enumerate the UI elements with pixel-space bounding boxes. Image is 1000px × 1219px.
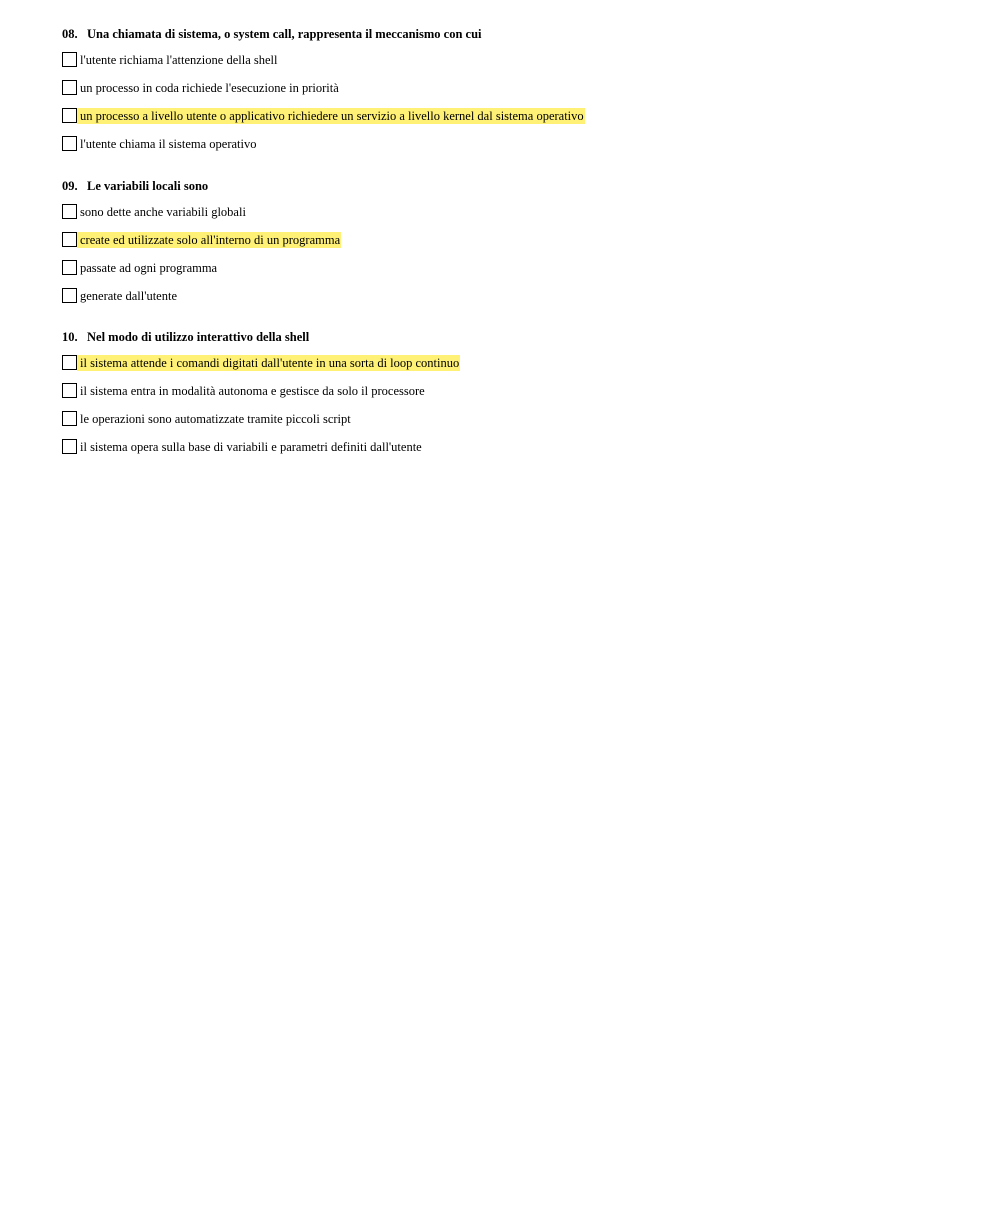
- question-text: Le variabili locali sono: [87, 179, 209, 193]
- checkbox[interactable]: [62, 108, 77, 123]
- answer-option[interactable]: [62, 108, 962, 124]
- answer-option[interactable]: [62, 383, 962, 399]
- question-number: 09.: [62, 179, 78, 193]
- option-label: generate dall'utente: [80, 289, 177, 303]
- question-title: [62, 26, 962, 42]
- answer-option[interactable]: [62, 52, 962, 68]
- option-label: l'utente chiama il sistema operativo: [80, 137, 257, 151]
- question-10: [62, 329, 962, 455]
- answer-option[interactable]: [62, 232, 962, 248]
- answer-option[interactable]: [62, 80, 962, 96]
- option-label: un processo in coda richiede l'esecuzione in priorità: [80, 81, 339, 95]
- question-text: Una chiamata di sistema, o system call, rappresenta il meccanismo con cui: [87, 27, 482, 41]
- question-text: Nel modo di utilizzo interattivo della shell: [87, 330, 310, 344]
- question-09: [62, 178, 962, 304]
- answer-option[interactable]: [62, 439, 962, 455]
- option-label: il sistema opera sulla base di variabili e parametri definiti dall'utente: [80, 440, 422, 454]
- option-label: le operazioni sono automatizzate tramite piccoli script: [80, 412, 351, 426]
- question-title: [62, 329, 962, 345]
- checkbox[interactable]: [62, 52, 77, 67]
- option-label: un processo a livello utente o applicativo richiedere un servizio a livello kernel dal sistema operativo: [80, 109, 584, 123]
- option-label: create ed utilizzate solo all'interno di un programma: [80, 233, 341, 247]
- answer-option[interactable]: [62, 288, 962, 304]
- checkbox[interactable]: [62, 411, 77, 426]
- checkbox[interactable]: [62, 260, 77, 275]
- answer-option[interactable]: [62, 204, 962, 220]
- answer-option[interactable]: [62, 355, 962, 371]
- checkbox[interactable]: [62, 136, 77, 151]
- option-label: sono dette anche variabili globali: [80, 205, 246, 219]
- answer-option[interactable]: [62, 136, 962, 152]
- checkbox[interactable]: [62, 439, 77, 454]
- checkbox[interactable]: [62, 383, 77, 398]
- checkbox[interactable]: [62, 232, 77, 247]
- option-label: l'utente richiama l'attenzione della shell: [80, 53, 278, 67]
- answer-option[interactable]: [62, 411, 962, 427]
- option-label: il sistema entra in modalità autonoma e gestisce da solo il processore: [80, 384, 425, 398]
- option-label: il sistema attende i comandi digitati dall'utente in una sorta di loop continuo: [80, 356, 460, 370]
- question-08: [62, 26, 962, 152]
- question-number: 08.: [62, 27, 78, 41]
- option-label: passate ad ogni programma: [80, 261, 218, 275]
- checkbox[interactable]: [62, 288, 77, 303]
- checkbox[interactable]: [62, 204, 77, 219]
- checkbox[interactable]: [62, 355, 77, 370]
- question-title: [62, 178, 962, 194]
- checkbox[interactable]: [62, 80, 77, 95]
- answer-option[interactable]: [62, 260, 962, 276]
- question-number: 10.: [62, 330, 78, 344]
